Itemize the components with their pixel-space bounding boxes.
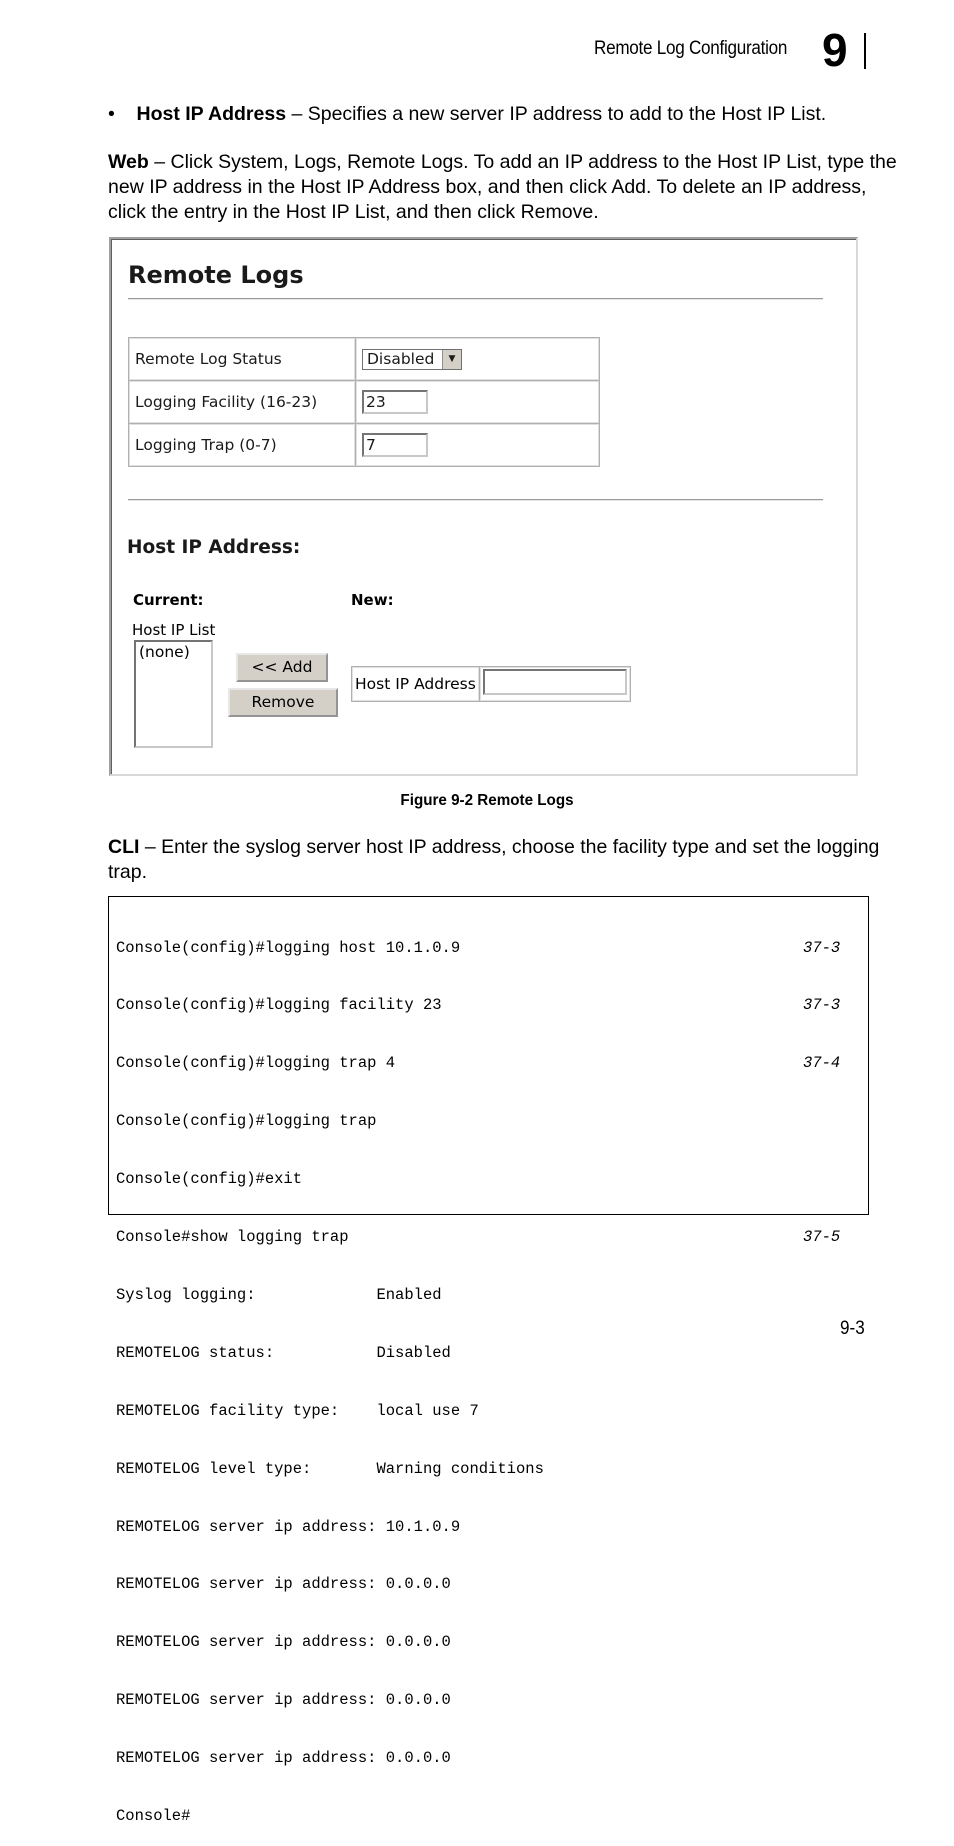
code-line [116,1286,868,1305]
code-line [116,1228,868,1247]
host-ip-heading: Host IP Address: [127,537,301,558]
code-line [116,1518,868,1537]
code-text: REMOTELOG level type: Warning conditions [116,1459,544,1478]
add-button[interactable]: << Add [236,653,328,682]
cli-paragraph [108,835,898,885]
code-line [116,939,868,958]
code-text: REMOTELOG server ip address: 0.0.0.0 [116,1575,451,1594]
new-host-ip-row [352,667,630,701]
code-text: REMOTELOG server ip address: 0.0.0.0 [116,1691,451,1710]
code-text: REMOTELOG status: Disabled [116,1343,451,1362]
remote-logs-screenshot [109,237,858,776]
code-line [116,996,868,1015]
code-reference: 37-4 [803,1054,841,1073]
code-line [116,1170,868,1189]
code-line [116,1749,868,1768]
remove-button[interactable]: Remove [228,688,338,717]
bullet-term: Host IP Address [136,103,287,125]
logging-trap-label: Logging Trap (0-7) [129,424,355,466]
code-text: REMOTELOG server ip address: 0.0.0.0 [116,1749,451,1768]
remote-log-status-label: Remote Log Status [129,338,355,380]
logging-trap-cell [356,424,599,466]
new-host-ip-label: Host IP Address [352,667,479,701]
bullet-dot: • [108,103,137,125]
header-rule [864,33,866,69]
cli-code-block [108,896,869,1825]
code-text: REMOTELOG server ip address: 10.1.0.9 [116,1517,461,1536]
web-text: – Click System, Logs, Remote Logs. To add an IP address to the Host IP List, type the new IP address in the Host IP Address box, and then click Add. To delete an IP address, click the entry in the Host IP List, and then click Remove. [108,151,897,223]
remote-log-status-value: Disabled [367,349,435,368]
host-ip-listbox[interactable] [134,640,213,748]
running-header-title: Remote Log Configuration [594,38,788,59]
code-line [116,1112,868,1131]
code-text: Console# [116,1806,191,1825]
cli-term: CLI [108,836,140,858]
code-line [116,1807,868,1826]
bullet-host-ip [108,102,826,127]
section-divider [128,499,823,501]
code-line [116,1460,868,1479]
logging-facility-input[interactable]: 23 [362,390,428,414]
page-number: 9-3 [840,1318,865,1339]
host-ip-list-label: Host IP List [132,621,216,639]
web-paragraph [108,150,898,225]
code-line [116,1633,868,1652]
new-host-ip-cell [480,667,630,701]
chapter-number: 9 [822,24,848,76]
code-text: Syslog logging: Enabled [116,1285,442,1304]
list-item[interactable]: (none) [139,643,190,661]
code-text: Console(config)#logging facility 23 [116,996,442,1015]
remote-log-status-select[interactable] [362,349,462,370]
code-line [116,1691,868,1710]
current-label: Current: [133,591,204,609]
code-line [116,1402,868,1421]
code-text: Console(config)#logging host 10.1.0.9 [116,938,461,957]
code-text: Console(config)#exit [116,1170,303,1189]
code-line [116,1575,868,1594]
new-host-ip-input[interactable] [483,669,627,695]
settings-row [129,338,599,380]
code-line [116,1054,868,1073]
screenshot-title: Remote Logs [128,261,304,289]
logging-facility-label: Logging Facility (16-23) [129,381,355,423]
settings-row [129,381,599,423]
remote-log-settings-table [128,337,600,467]
code-text: Console(config)#logging trap 4 [116,1054,396,1073]
code-text: REMOTELOG facility type: local use 7 [116,1401,479,1420]
new-host-ip-table [351,666,631,702]
title-divider [128,298,823,300]
code-line [116,1344,868,1363]
dropdown-arrow-icon[interactable]: ▼ [442,350,461,369]
web-term: Web [108,151,149,173]
remote-log-status-cell [356,338,599,380]
settings-row [129,424,599,466]
code-reference: 37-5 [803,1228,841,1247]
bullet-description: – Specifies a new server IP address to add to the Host IP List. [286,103,827,125]
figure-caption: Figure 9-2 Remote Logs [400,792,574,809]
code-text: Console#show logging trap [116,1228,349,1247]
logging-facility-cell [356,381,599,423]
code-reference: 37-3 [803,996,841,1015]
code-text: REMOTELOG server ip address: 0.0.0.0 [116,1633,451,1652]
new-label: New: [351,591,394,609]
logging-trap-input[interactable]: 7 [362,433,428,457]
code-text: Console(config)#logging trap [116,1112,377,1131]
cli-text: – Enter the syslog server host IP address, choose the facility type and set the logging trap. [108,836,880,883]
code-reference: 37-3 [803,938,841,957]
